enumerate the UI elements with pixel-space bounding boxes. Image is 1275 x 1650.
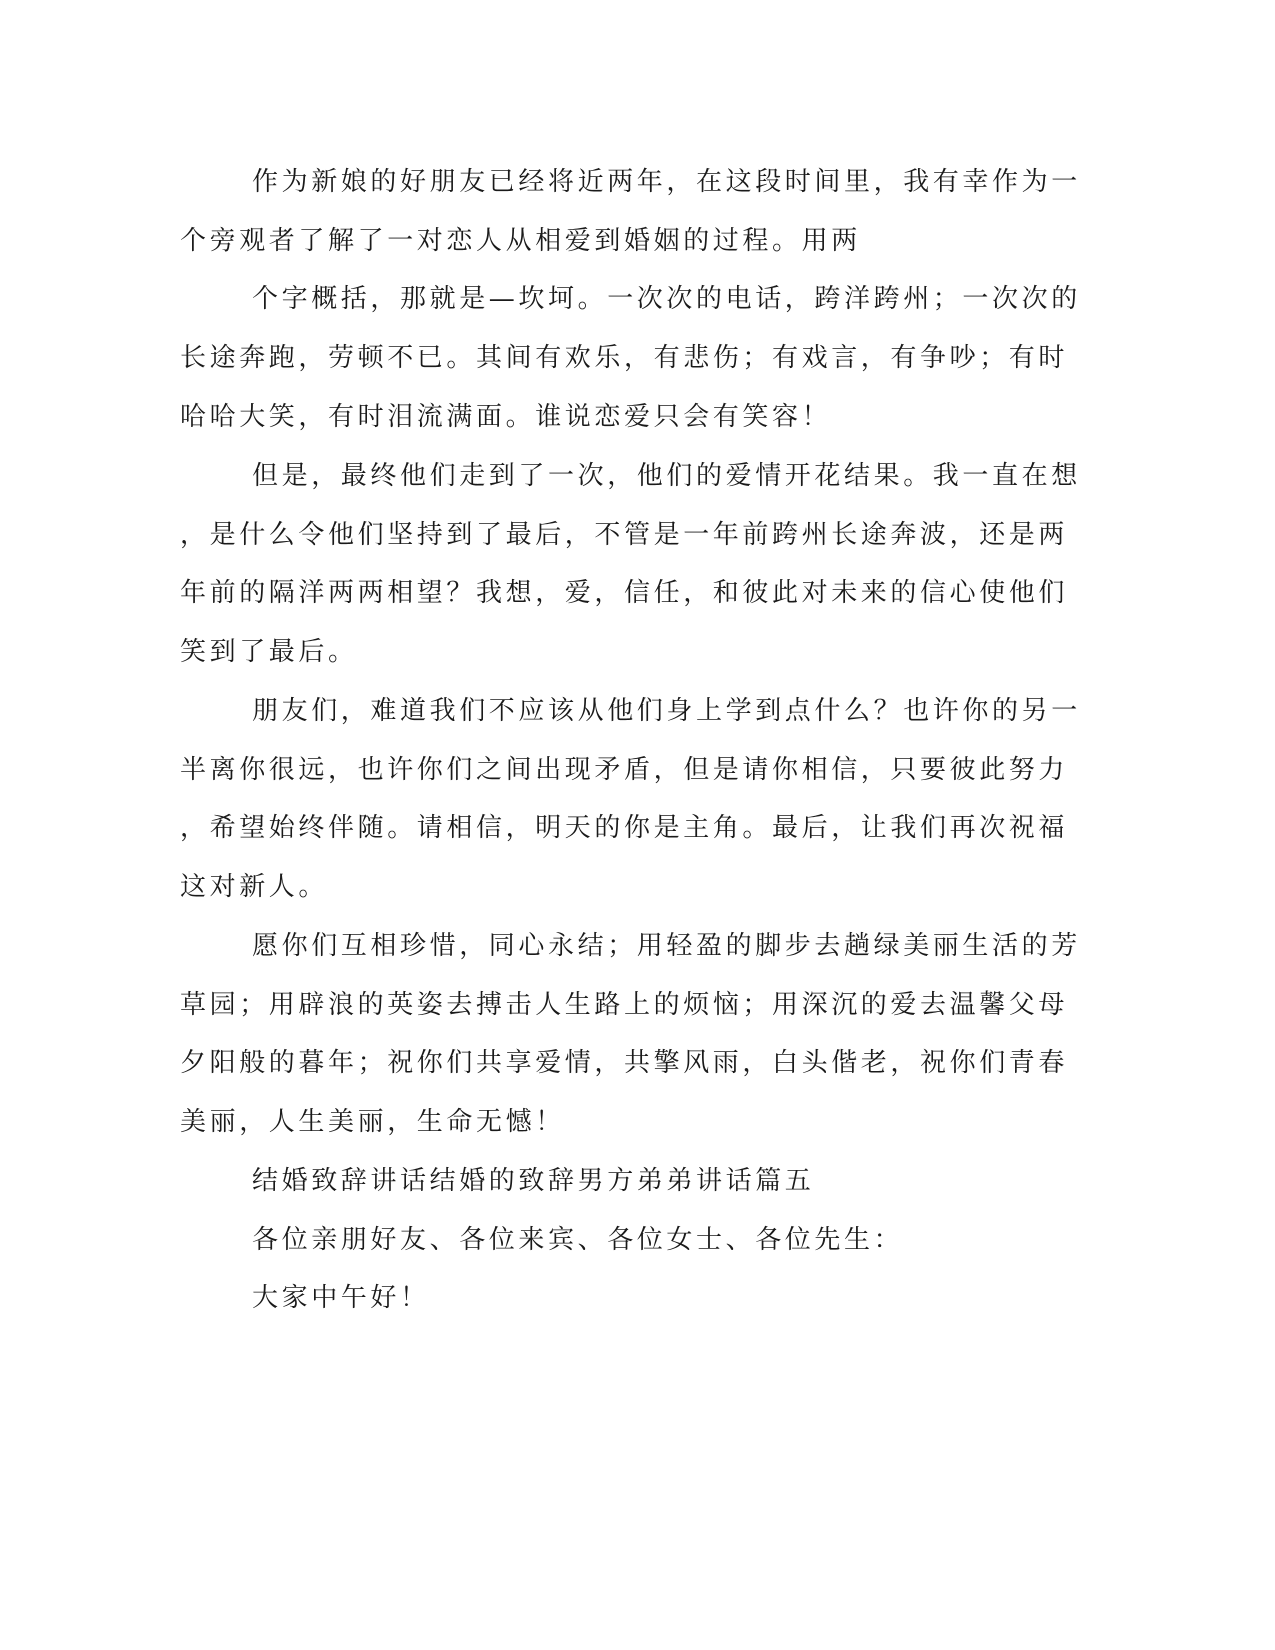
text-line-17: 美丽，人生美丽，生命无憾！: [180, 1107, 565, 1137]
text-line-3: 个字概括，那就是—坎坷。一次次的电话，跨洋跨州；一次次的: [252, 284, 1081, 314]
text-line-11: 半离你很远，也许你们之间出现矛盾，但是请你相信，只要彼此努力: [180, 755, 1069, 785]
text-line-10: 朋友们，难道我们不应该从他们身上学到点什么？也许你的另一: [252, 696, 1081, 726]
text-line-16: 夕阳般的暮年；祝你们共享爱情，共擎风雨，白头偕老，祝你们青春: [180, 1048, 1069, 1078]
section-heading: 结婚致辞讲话结婚的致辞男方弟弟讲话篇五: [252, 1166, 815, 1196]
text-line-1: 作为新娘的好朋友已经将近两年，在这段时间里，我有幸作为一: [252, 167, 1081, 197]
salutation-line: 各位亲朋好友、各位来宾、各位女士、各位先生：: [252, 1225, 904, 1255]
text-line-7: ，是什么令他们坚持到了最后，不管是一年前跨州长途奔波，还是两: [180, 520, 1069, 550]
text-line-12: ，希望始终伴随。请相信，明天的你是主角。最后，让我们再次祝福: [180, 813, 1069, 843]
text-line-2: 个旁观者了解了一对恋人从相爱到婚姻的过程。用两: [180, 226, 861, 256]
text-line-8: 年前的隔洋两两相望？我想，爱，信任，和彼此对未来的信心使他们: [180, 578, 1069, 608]
text-line-5: 哈哈大笑，有时泪流满面。谁说恋爱只会有笑容！: [180, 402, 832, 432]
text-line-15: 草园；用辟浪的英姿去搏击人生路上的烦恼；用深沉的爱去温馨父母: [180, 990, 1069, 1020]
text-line-9: 笑到了最后。: [180, 637, 358, 667]
text-line-13: 这对新人。: [180, 872, 329, 902]
text-line-6: 但是，最终他们走到了一次，他们的爱情开花结果。我一直在想: [252, 461, 1081, 491]
text-line-14: 愿你们互相珍惜，同心永结；用轻盈的脚步去趟绿美丽生活的芳: [252, 931, 1081, 961]
text-line-4: 长途奔跑，劳顿不已。其间有欢乐，有悲伤；有戏言，有争吵；有时: [180, 343, 1069, 373]
greeting-line: 大家中午好！: [252, 1283, 430, 1313]
